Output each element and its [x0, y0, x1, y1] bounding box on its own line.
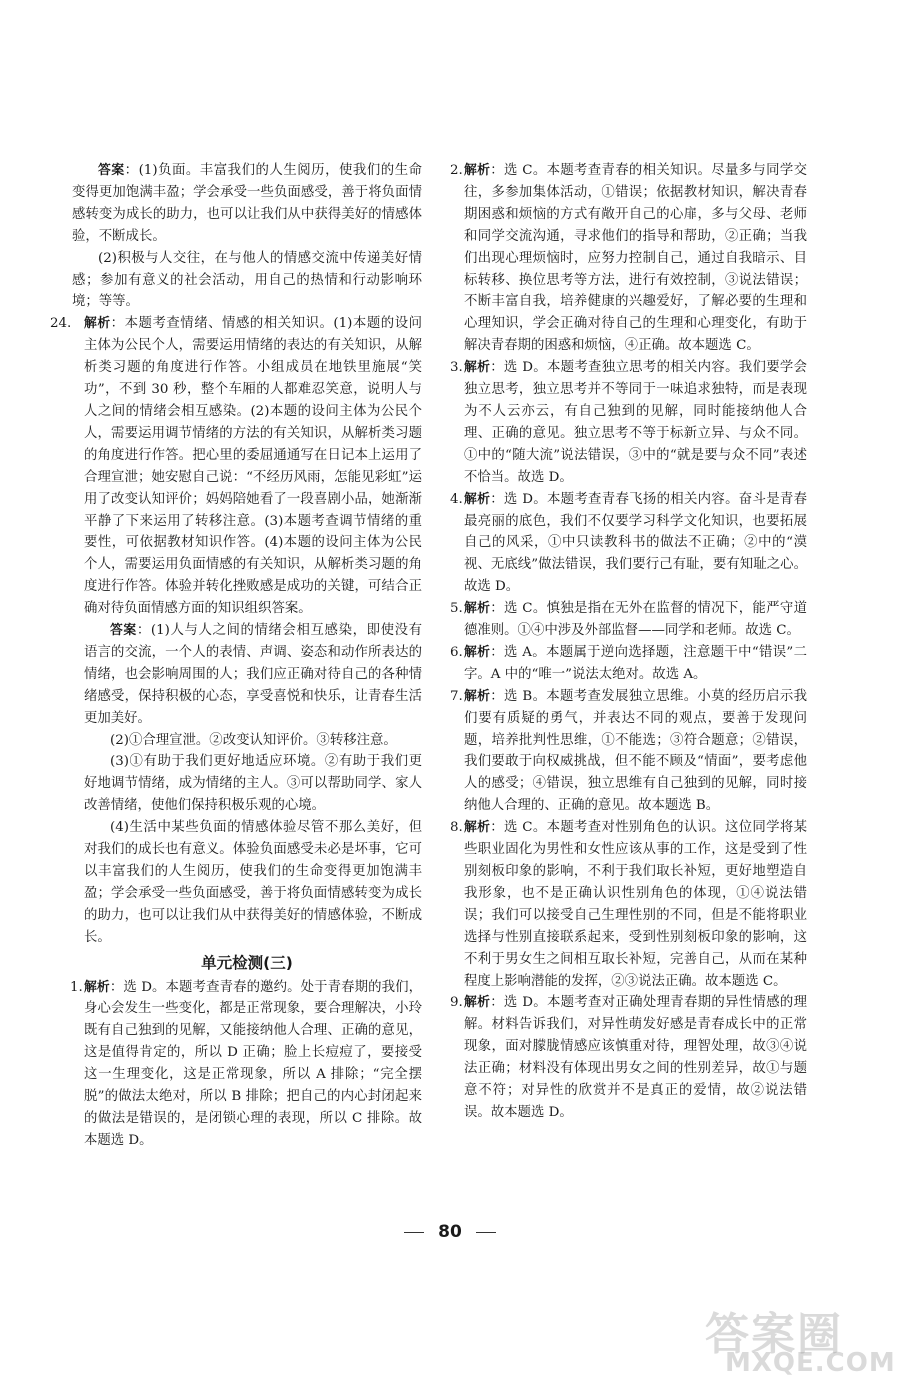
analysis-text: 解析：本题考查情绪、情感的相关知识。(1)本题的设问主体为公民个人，需要运用情绪的表达的有关知识，从解析类习题的角度进行作答。小组成员在地铁里施展“笑功”，不到 30 秒，整个车厢的人都难忍笑意，说明人与人之间的情绪会相互感染。(2)本题的设问主体为公民个人，需要运用调节情绪的方法的有关知识，从解析类习题的角度进行作答。把心里的委屈通通写在日记本上运用了合理宣泄；她安慰自己说：“不经历风雨，怎能见彩虹”运用了改变认知评价；妈妈陪她看了一段喜剧小品，她渐渐平静了下来运用了转移注意。(3)本题考查调节情绪的重要性，可依据教材知识作答。(4)本题的设问主体为公民个人，需要运用负面情感的有关知识，从解析类习题的角度进行作答。体验并转化挫败感是成功的关键，可结合正确对待负面情感方面的知识组织答案。: [84, 316, 423, 617]
question-number: 5.: [450, 601, 463, 617]
watermark-url: MXQE.COM: [725, 1348, 896, 1378]
question-number: 7.: [450, 688, 463, 704]
analysis-text: 解析：选 C。慎独是指在无外在监督的情况下，能严守道德准则。①④中涉及外部监督——同学和老师。故选 C。: [464, 601, 807, 639]
answer-part-4: (4)生活中某些负面的情感体验尽管不那么美好，但对我们的成长也有意义。体验负面感受未必是坏事，它可以丰富我们的人生阅历，使我们的生命变得更加饱满丰盈；学会承受一些负面感受，善于将负面情感转变为成长的助力，也可以让我们从中获得美好的情感体验，不断成长。: [84, 820, 422, 945]
right-column: [452, 160, 807, 1124]
question-8: [452, 817, 807, 992]
answer-paragraph-2: (2)积极与人交往，在与他人的情感交流中传递美好情感；参加有意义的社会活动，用自己的热情和行动影响环境；等等。: [72, 250, 422, 310]
answer-paragraph-1: 答案：(1)负面。丰富我们的人生阅历，使我们的生命变得更加饱满丰盈；学会承受一些负面感受，善于将负面情感转变为成长的助力，也可以让我们从中获得美好的情感体验，不断成长。: [72, 163, 423, 244]
question-6: [452, 642, 807, 686]
analysis-text: 解析：选 D。本题考查独立思考的相关内容。我们要学会独立思考，独立思考并不等同于一味追求独特，而是表现为不人云亦云，有自己独到的见解，同时能接纳他人合理、正确的意见。独立思考不等于标新立异、与众不同。①中的“随大流”说法错误，③中的“就是要与众不同”表述不恰当。故选 D。: [464, 360, 807, 485]
analysis-text: 解析：选 D。本题考查青春飞扬的相关内容。奋斗是青春最亮丽的底色，我们不仅要学习科学文化知识，也要拓展自己的风采，①中只读教科书的做法不正确；②中的“漠视、无底线”做法错误，我们要行己有耻，要有知耻之心。故选 D。: [464, 491, 807, 595]
question-number: 8.: [450, 820, 463, 836]
question-2: [452, 160, 807, 357]
question-number: 4.: [450, 491, 463, 507]
question-1: [72, 977, 422, 1152]
section-title: 单元检测(三): [201, 953, 293, 972]
question-24: [50, 313, 423, 948]
question-number: 6.: [450, 644, 463, 660]
analysis-text: 解析：选 C。本题考查青春的相关知识。尽量多与同学交往，多参加集体活动，①错误；依据教材知识，解决青春期困惑和烦恼的方式有敞开自己的心扉，多与父母、老师和同学交流沟通，寻求他们的指导和帮助，②正确；当我们出现心理烦恼时，应努力控制自己，通过自我暗示、目标转移、换位思考等方法，进行有效控制，③说法错误；不断丰富自我，培养健康的兴趣爱好，了解必要的生理和心理知识，学会正确对待自己的生理和心理变化，有助于解决青春期的困惑和烦恼，④正确。故本题选 C。: [464, 163, 807, 354]
analysis-text: 解析：选 C。本题考查对性别角色的认识。这位同学将某些职业固化为男性和女性应该从事的工作，这是受到了性别刻板印象的影响，不利于我们取长补短，更好地塑造自我形象，也不是正确认识性别角色的体现，①④说法错误；我们可以接受自己生理性别的不同，但是不能将职业选择与性别直接联系起来，受到性别刻板印象的影响，这不利于男女生之间相互取长补短，完善自己，从而在某种程度上影响潜能的发挥，②③说法正确。故本题选 C。: [464, 820, 807, 989]
analysis-text: 解析：选 A。本题属于逆向选择题，注意题干中“错误”二字。A 中的“唯一”说法太绝对。故选 A。: [464, 644, 808, 682]
question-3: [452, 357, 807, 488]
page-number: 80: [0, 1222, 900, 1242]
question-7: [452, 686, 807, 817]
answer-text: 答案：(1)人与人之间的情绪会相互感染，即使没有语言的交流，一个人的表情、声调、姿态和动作所表达的情绪，也会影响周围的人；我们应正确对待自己的各种情绪感受，保持积极的心态，享受喜悦和快乐，让青春生活更加美好。: [84, 623, 423, 726]
question-4: [452, 489, 807, 599]
question-number: 2.: [450, 163, 463, 178]
page-number-dash-right: [476, 1232, 496, 1233]
question-5: [452, 598, 807, 642]
analysis-text: 解析：选 D。本题考查青春的邀约。处于青春期的我们，身心会发生一些变化，都是正常现象，要合理解决，小玲既有自己独到的见解，又能接纳他人合理、正确的意见，这是值得肯定的，所以 D 正确；脸上长痘痘了，要接受这一生理变化，这是正常现象，所以 A 排除；“完全摆脱”的做法太绝对，所以 B 排除；把自己的内心封闭起来的做法是错误的，是闭锁心理的表现，所以 C 排除。故本题选 D。: [84, 979, 423, 1148]
answer-part-2: (2)①合理宣泄。②改变认知评价。③转移注意。: [110, 732, 397, 748]
left-column: [50, 160, 423, 1152]
watermark-logo: 答案圈: [705, 1309, 843, 1360]
page-number-dash-left: [404, 1232, 424, 1233]
question-number: 9.: [450, 995, 463, 1011]
question-number: 3.: [450, 360, 463, 376]
question-9: [452, 992, 807, 1123]
question-number: 1.: [70, 979, 83, 995]
watermark: [705, 1298, 895, 1384]
analysis-text: 解析：选 B。本题考查发展独立思维。小莫的经历启示我们要有质疑的勇气，并表达不同的观点，要善于发现问题，培养批判性思维，①不能选；③符合题意；②错误，我们要敢于向权威挑战，但不能不顾及“情面”，要考虑他人的感受；④错误，独立思维有自己独到的见解，同时接纳他人合理的、正确的意见。故本题选 B。: [464, 688, 807, 814]
answer-part-3: (3)①有助于我们更好地适应环境。②有助于我们更好地调节情绪，成为情绪的主人。③可以帮助同学、家人改善情绪，使他们保持积极乐观的心境。: [84, 754, 422, 814]
question-number: 24.: [50, 316, 72, 332]
analysis-text: 解析：选 D。本题考查对正确处理青春期的异性情感的理解。材料告诉我们，对异性萌发好感是青春成长中的正常现象，面对朦胧情感应该慎重对待，理智处理，故③④说法正确；材料没有体现出男女之间的性别差异，故①与题意不符；对异性的欣赏并不是真正的爱情，故②说法错误。故本题选 D。: [464, 995, 807, 1120]
